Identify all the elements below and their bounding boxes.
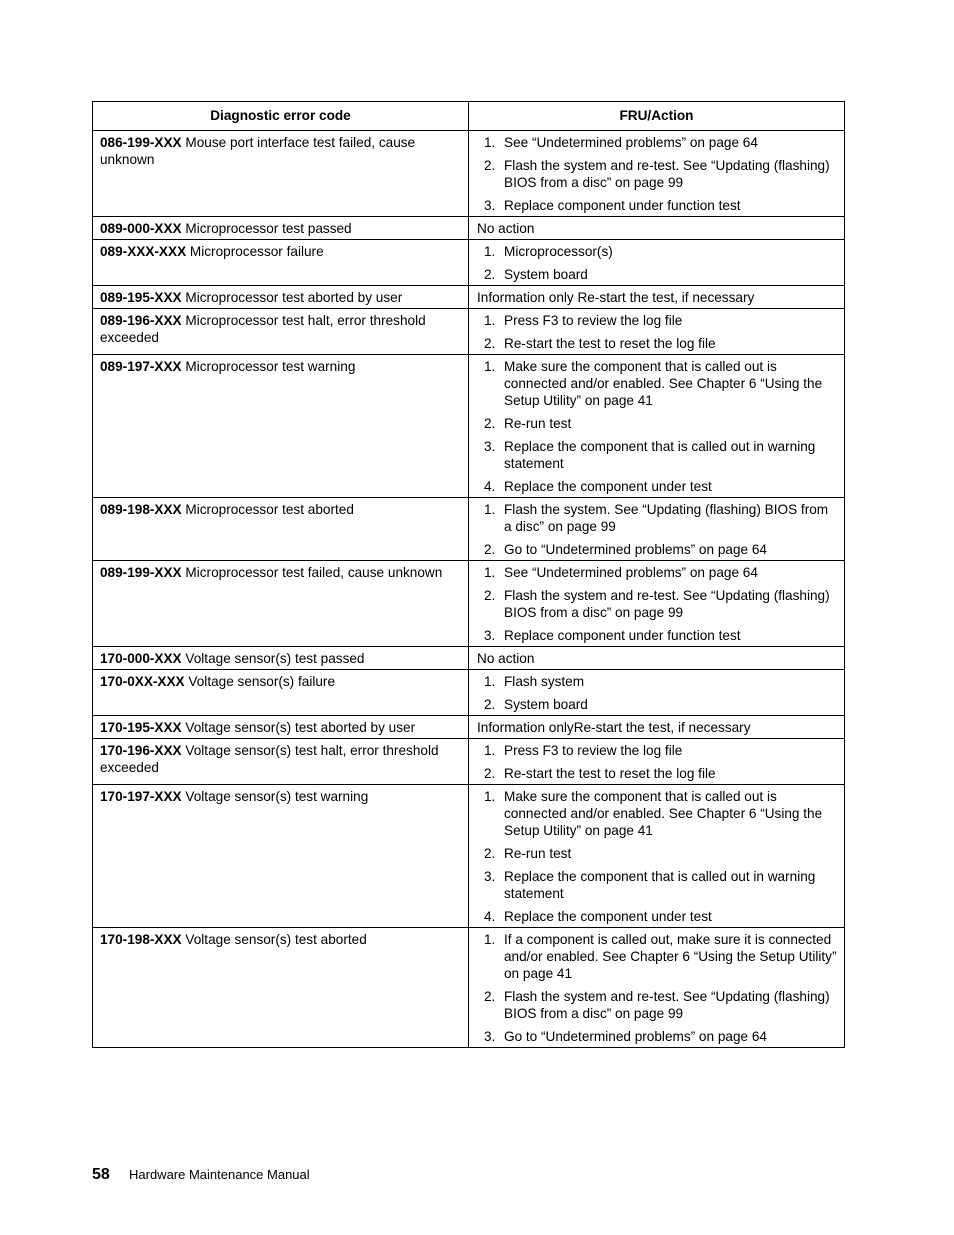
- action-text: Information only Re-start the test, if necessary: [477, 290, 755, 305]
- action-text: Re-run test: [504, 416, 572, 431]
- table-row: [93, 928, 845, 1048]
- action-item: [476, 243, 837, 260]
- error-code-cell: [93, 131, 469, 217]
- action-item: [476, 415, 837, 432]
- action-text: Information onlyRe-start the test, if necessary: [477, 720, 751, 735]
- error-code-cell: [93, 716, 469, 739]
- error-description: Voltage sensor(s) failure: [184, 674, 336, 689]
- action-item: [476, 478, 837, 495]
- error-description: Voltage sensor(s) test halt, error threshold exceeded: [100, 743, 439, 775]
- error-code-cell: [93, 240, 469, 286]
- error-description: Microprocessor test aborted by user: [181, 290, 403, 305]
- table-row: [93, 217, 845, 240]
- action-item: [476, 587, 837, 621]
- error-code: 089-196-XXX: [100, 313, 182, 328]
- error-code: 170-198-XXX: [100, 932, 182, 947]
- action-item: [476, 627, 837, 644]
- action-number: 3.: [484, 628, 496, 643]
- error-description: Voltage sensor(s) test passed: [181, 651, 365, 666]
- page-number: 58: [92, 1166, 110, 1183]
- error-code: 086-199-XXX: [100, 135, 182, 150]
- action-number: 2.: [484, 766, 496, 781]
- action-list: [476, 312, 837, 352]
- fru-action-cell: [469, 286, 845, 309]
- action-number: 3.: [484, 198, 496, 213]
- action-number: 1.: [484, 135, 496, 150]
- action-text: Make sure the component that is called out is connected and/or enabled. See Chapter 6 “Using the Setup Utility” on page 41: [504, 789, 823, 838]
- action-number: 3.: [484, 869, 496, 884]
- action-number: 2.: [484, 846, 496, 861]
- action-item: [476, 988, 837, 1022]
- action-text: Flash system: [504, 674, 585, 689]
- action-list: [476, 501, 837, 558]
- action-text: System board: [504, 267, 588, 282]
- error-description: Mouse port interface test failed, cause unknown: [100, 135, 416, 167]
- error-code-cell: [93, 647, 469, 670]
- action-item: [476, 788, 837, 839]
- action-text: If a component is called out, make sure it is connected and/or enabled. See Chapter 6 “Using the Setup Utility” on page 41: [504, 932, 837, 981]
- error-description: Microprocessor test passed: [181, 221, 352, 236]
- table-row: [93, 240, 845, 286]
- error-code-cell: [93, 309, 469, 355]
- header-diagnostic-error-code: Diagnostic error code: [93, 102, 469, 131]
- action-list: [476, 788, 837, 925]
- action-list: [476, 931, 837, 1045]
- action-item: [476, 541, 837, 558]
- error-code-cell: [93, 498, 469, 561]
- action-item: [476, 765, 837, 782]
- table-body: [93, 131, 845, 1048]
- error-code-cell: [93, 355, 469, 498]
- table-row: [93, 561, 845, 647]
- error-description: Microprocessor failure: [186, 244, 324, 259]
- action-number: 2.: [484, 989, 496, 1004]
- action-number: 2.: [484, 336, 496, 351]
- action-text: Press F3 to review the log file: [504, 743, 683, 758]
- action-text: Replace the component that is called out in warning statement: [504, 439, 816, 471]
- action-text: Go to “Undetermined problems” on page 64: [504, 542, 767, 557]
- action-number: 1.: [484, 932, 496, 947]
- action-number: 3.: [484, 439, 496, 454]
- action-number: 1.: [484, 244, 496, 259]
- table-row: [93, 309, 845, 355]
- error-code: 089-198-XXX: [100, 502, 182, 517]
- action-number: 1.: [484, 359, 496, 374]
- action-number: 2.: [484, 542, 496, 557]
- error-description: Microprocessor test failed, cause unknown: [181, 565, 443, 580]
- action-text: Flash the system and re-test. See “Updating (flashing) BIOS from a disc” on page 99: [504, 989, 830, 1021]
- error-description: Microprocessor test warning: [181, 359, 356, 374]
- table-row: [93, 670, 845, 716]
- action-text: Replace component under function test: [504, 198, 741, 213]
- action-item: [476, 266, 837, 283]
- fru-action-cell: [469, 217, 845, 240]
- action-number: 2.: [484, 267, 496, 282]
- error-description: Voltage sensor(s) test aborted: [181, 932, 367, 947]
- action-list: [476, 742, 837, 782]
- error-code: 170-197-XXX: [100, 789, 182, 804]
- action-item: [476, 931, 837, 982]
- fru-action-cell: [469, 309, 845, 355]
- diagnostic-error-table: [92, 101, 845, 1048]
- action-item: [476, 564, 837, 581]
- action-number: 1.: [484, 313, 496, 328]
- action-item: [476, 673, 837, 690]
- action-number: 1.: [484, 565, 496, 580]
- page-footer: [92, 1166, 310, 1184]
- fru-action-cell: [469, 670, 845, 716]
- action-item: [476, 1028, 837, 1045]
- error-code: 089-199-XXX: [100, 565, 182, 580]
- action-item: [476, 197, 837, 214]
- action-number: 2.: [484, 416, 496, 431]
- action-number: 1.: [484, 743, 496, 758]
- table-row: [93, 716, 845, 739]
- error-description: Voltage sensor(s) test aborted by user: [181, 720, 416, 735]
- table-row: [93, 647, 845, 670]
- error-code: 089-XXX-XXX: [100, 244, 187, 259]
- action-text: Replace the component that is called out in warning statement: [504, 869, 816, 901]
- action-text: No action: [477, 651, 535, 666]
- fru-action-cell: [469, 131, 845, 217]
- fru-action-cell: [469, 785, 845, 928]
- fru-action-cell: [469, 240, 845, 286]
- manual-title: Hardware Maintenance Manual: [129, 1167, 310, 1182]
- action-list: [476, 134, 837, 214]
- table-row: [93, 785, 845, 928]
- error-code: 089-000-XXX: [100, 221, 182, 236]
- error-code: 170-0XX-XXX: [100, 674, 185, 689]
- action-number: 3.: [484, 1029, 496, 1044]
- action-item: [476, 742, 837, 759]
- action-text: System board: [504, 697, 588, 712]
- header-fru-action: FRU/Action: [469, 102, 845, 131]
- error-code: 170-195-XXX: [100, 720, 182, 735]
- error-code: 170-196-XXX: [100, 743, 182, 758]
- action-text: Replace the component under test: [504, 909, 712, 924]
- table-row: [93, 286, 845, 309]
- fru-action-cell: [469, 716, 845, 739]
- table-header-row: [93, 102, 845, 131]
- action-text: Flash the system and re-test. See “Updating (flashing) BIOS from a disc” on page 99: [504, 588, 830, 620]
- action-text: Press F3 to review the log file: [504, 313, 683, 328]
- action-list: [476, 564, 837, 644]
- error-code: 089-197-XXX: [100, 359, 182, 374]
- error-description: Microprocessor test halt, error threshold exceeded: [100, 313, 426, 345]
- error-description: Voltage sensor(s) test warning: [181, 789, 369, 804]
- error-code-cell: [93, 785, 469, 928]
- error-code-cell: [93, 561, 469, 647]
- table-row: [93, 355, 845, 498]
- action-number: 1.: [484, 789, 496, 804]
- action-text: Microprocessor(s): [504, 244, 613, 259]
- error-code-cell: [93, 217, 469, 240]
- action-text: See “Undetermined problems” on page 64: [504, 565, 758, 580]
- action-item: [476, 438, 837, 472]
- table-row: [93, 739, 845, 785]
- action-text: Replace component under function test: [504, 628, 741, 643]
- action-text: Flash the system and re-test. See “Updating (flashing) BIOS from a disc” on page 99: [504, 158, 830, 190]
- action-number: 2.: [484, 158, 496, 173]
- action-text: See “Undetermined problems” on page 64: [504, 135, 758, 150]
- action-text: No action: [477, 221, 535, 236]
- action-number: 4.: [484, 909, 496, 924]
- action-item: [476, 845, 837, 862]
- fru-action-cell: [469, 928, 845, 1048]
- fru-action-cell: [469, 561, 845, 647]
- action-number: 2.: [484, 697, 496, 712]
- action-text: Go to “Undetermined problems” on page 64: [504, 1029, 767, 1044]
- action-item: [476, 157, 837, 191]
- table-row: [93, 498, 845, 561]
- action-number: 1.: [484, 674, 496, 689]
- action-item: [476, 501, 837, 535]
- action-item: [476, 908, 837, 925]
- error-description: Microprocessor test aborted: [181, 502, 354, 517]
- action-item: [476, 696, 837, 713]
- error-code: 089-195-XXX: [100, 290, 182, 305]
- action-item: [476, 312, 837, 329]
- action-item: [476, 358, 837, 409]
- error-code-cell: [93, 928, 469, 1048]
- action-item: [476, 868, 837, 902]
- fru-action-cell: [469, 498, 845, 561]
- action-item: [476, 335, 837, 352]
- action-text: Re-start the test to reset the log file: [504, 336, 716, 351]
- action-text: Re-start the test to reset the log file: [504, 766, 716, 781]
- action-item: [476, 134, 837, 151]
- action-text: Make sure the component that is called out is connected and/or enabled. See Chapter 6 “Using the Setup Utility” on page 41: [504, 359, 823, 408]
- table-row: [93, 131, 845, 217]
- action-number: 4.: [484, 479, 496, 494]
- action-number: 1.: [484, 502, 496, 517]
- fru-action-cell: [469, 739, 845, 785]
- action-text: Re-run test: [504, 846, 572, 861]
- error-code-cell: [93, 286, 469, 309]
- error-code-cell: [93, 739, 469, 785]
- error-code-cell: [93, 670, 469, 716]
- fru-action-cell: [469, 647, 845, 670]
- error-code: 170-000-XXX: [100, 651, 182, 666]
- fru-action-cell: [469, 355, 845, 498]
- action-list: [476, 243, 837, 283]
- action-text: Replace the component under test: [504, 479, 712, 494]
- action-text: Flash the system. See “Updating (flashing) BIOS from a disc” on page 99: [504, 502, 829, 534]
- action-list: [476, 673, 837, 713]
- action-number: 2.: [484, 588, 496, 603]
- action-list: [476, 358, 837, 495]
